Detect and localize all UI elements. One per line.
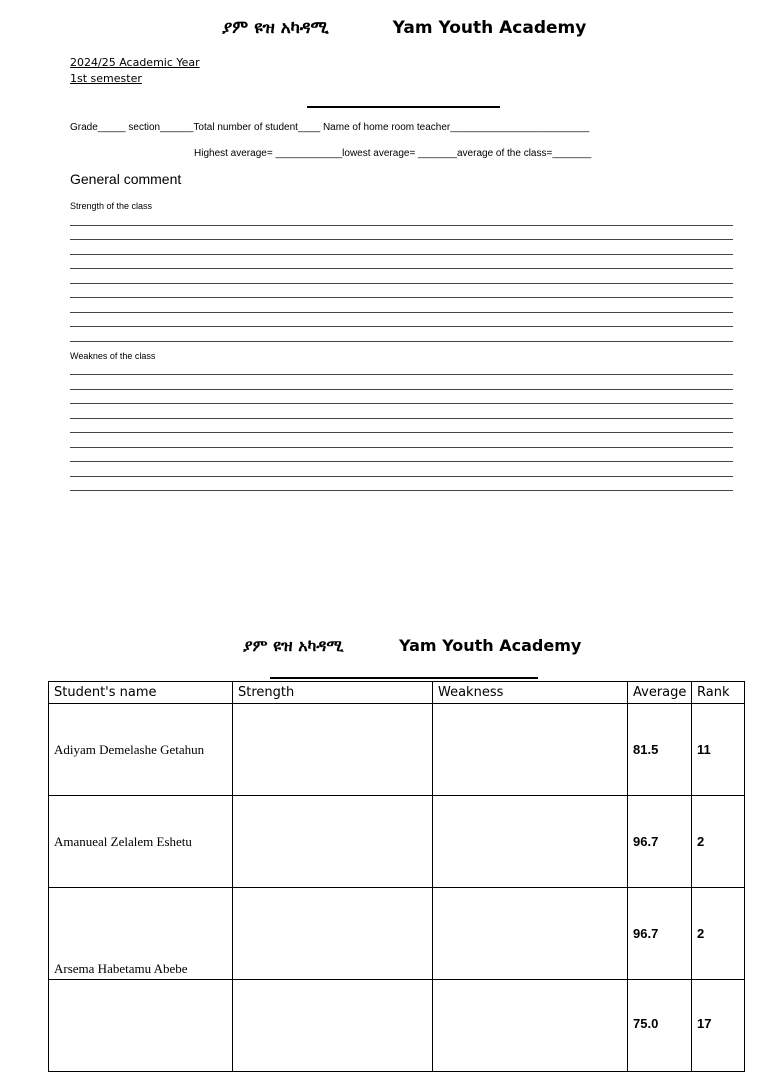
- write-line: [70, 225, 733, 226]
- write-line: [70, 490, 733, 491]
- write-line: [70, 476, 733, 477]
- weakness-label: Weaknes of the class: [70, 351, 156, 361]
- write-line: [70, 254, 733, 255]
- table-row: [49, 796, 745, 888]
- weakness-cell[interactable]: [433, 796, 628, 888]
- col-header-average: Average: [628, 682, 692, 704]
- general-comment-heading: General comment: [70, 171, 182, 187]
- write-line: [70, 374, 733, 375]
- table-row: [49, 704, 745, 796]
- title-underline: [307, 106, 500, 108]
- write-line: [70, 239, 733, 240]
- col-header-strength: Strength: [233, 682, 433, 704]
- academic-year: 2024/25 Academic Year: [70, 56, 200, 69]
- student-name: Amanueal Zelalem Eshetu: [49, 796, 233, 888]
- rank-cell: 11: [692, 704, 745, 796]
- student-name: Adiyam Demelashe Getahun: [49, 704, 233, 796]
- strength-cell[interactable]: [233, 704, 433, 796]
- page2-title: [243, 636, 581, 656]
- table-header-row: [49, 682, 745, 704]
- average-cell: 96.7: [628, 796, 692, 888]
- average-cell: 96.7: [628, 888, 692, 980]
- rank-cell: 17: [692, 980, 745, 1072]
- title-english: Yam Youth Academy: [398, 636, 582, 655]
- title-underline: [270, 677, 538, 679]
- col-header-name: Student's name: [49, 682, 233, 704]
- write-line: [70, 283, 733, 284]
- student-table: [48, 681, 745, 1072]
- page1-title: [222, 18, 586, 38]
- strength-cell[interactable]: [233, 888, 433, 980]
- write-line: [70, 297, 733, 298]
- strength-label: Strength of the class: [70, 201, 153, 211]
- col-header-rank: Rank: [692, 682, 745, 704]
- write-line: [70, 432, 733, 433]
- average-cell: 75.0: [628, 980, 692, 1072]
- weakness-cell[interactable]: [433, 888, 628, 980]
- average-cell: 81.5: [628, 704, 692, 796]
- table-row: [49, 980, 745, 1072]
- weakness-cell[interactable]: [433, 980, 628, 1072]
- rank-cell: 2: [692, 888, 745, 980]
- col-header-weakness: Weakness: [433, 682, 628, 704]
- write-line: [70, 326, 733, 327]
- student-name: Arsema Habetamu Abebe: [49, 888, 233, 980]
- rank-cell: 2: [692, 796, 745, 888]
- title-amharic: ያም ዩዝ አካዳሚ: [222, 18, 329, 38]
- write-line: [70, 312, 733, 313]
- title-english: Yam Youth Academy: [392, 18, 587, 38]
- strength-cell[interactable]: [233, 796, 433, 888]
- semester: 1st semester: [70, 72, 142, 85]
- student-name: [49, 980, 233, 1072]
- write-line: [70, 403, 733, 404]
- averages-line: Highest average= ____________lowest average= _______average of the class=_______: [194, 148, 592, 159]
- write-line: [70, 447, 733, 448]
- write-line: [70, 461, 733, 462]
- write-line: [70, 268, 733, 269]
- title-amharic: ያም ዩዝ አካዳሚ: [243, 636, 344, 655]
- grade-section-line: Grade_____ section______Total number of student____ Name of home room teacher_________________________: [70, 122, 590, 133]
- strength-cell[interactable]: [233, 980, 433, 1072]
- write-line: [70, 418, 733, 419]
- write-line: [70, 341, 733, 342]
- table-row: [49, 888, 745, 980]
- weakness-cell[interactable]: [433, 704, 628, 796]
- write-line: [70, 389, 733, 390]
